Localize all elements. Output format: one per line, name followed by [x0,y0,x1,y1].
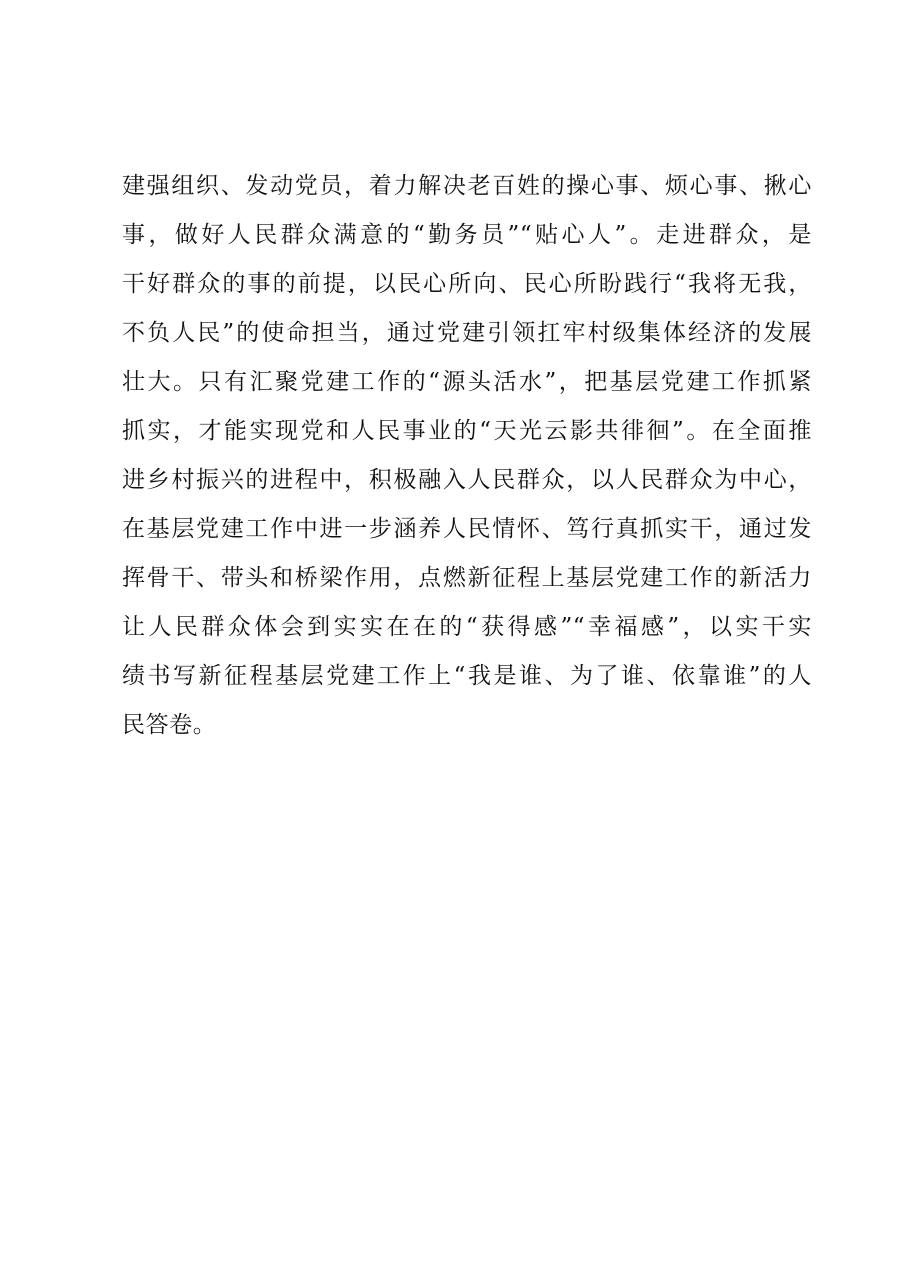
paragraph-line: 抓实，才能实现党和人民事业的“天光云影共徘徊”。在全面推 [122,418,812,444]
paragraph-line: 事，做好人民群众满意的“勤务员”“贴心人”。走进群众，是 [122,222,812,248]
paragraph-line: 绩书写新征程基层党建工作上“我是谁、为了谁、依靠谁”的人 [122,663,812,689]
paragraph-line: 民答卷。 [122,712,217,738]
paragraph-line: 让人民群众体会到实实在在的“获得感”“幸福感”，以实干实 [122,614,812,640]
body-paragraph [122,162,812,750]
paragraph-line: 挥骨干、带头和桥梁作用，点燃新征程上基层党建工作的新活力 [122,565,812,591]
paragraph-line: 建强组织、发动党员，着力解决老百姓的操心事、烦心事、揪心 [122,173,812,199]
paragraph-line: 在基层党建工作中进一步涵养人民情怀、笃行真抓实干，通过发 [122,516,812,542]
paragraph-line: 壮大。只有汇聚党建工作的“源头活水”，把基层党建工作抓紧 [122,369,812,395]
paragraph-line: 进乡村振兴的进程中，积极融入人民群众，以人民群众为中心， [122,467,812,493]
paragraph-line: 干好群众的事的前提，以民心所向、民心所盼践行“我将无我， [122,271,812,297]
paragraph-line: 不负人民”的使命担当，通过党建引领扛牢村级集体经济的发展 [122,320,812,346]
